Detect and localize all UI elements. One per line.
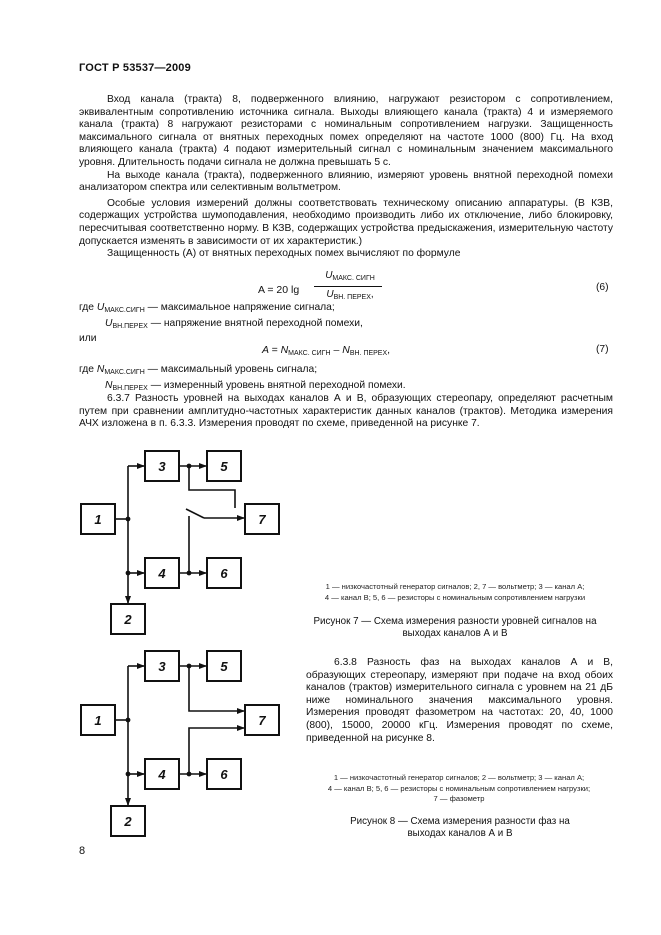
- equation-number-7: (7): [596, 344, 609, 355]
- paragraph: Защищенность (A) от внятных переходных помех вычисляют по формуле: [107, 248, 461, 260]
- block-generator: 1: [80, 503, 116, 535]
- paragraph: 6.3.7 Разность уровней на выходах каналов А и В, образующих стереопару, определяют расчетным путем при сравнении амплитудно-частотных характеристик данных каналов (трактов). Методика измерения АЧХ изложена в п. 6.3.3. Измерения проводят по схеме, приведенной на рисунке 7.: [79, 393, 613, 430]
- block-resistor-5: 5: [206, 650, 242, 682]
- block-resistor-5: 5: [206, 450, 242, 482]
- paragraph: Особые условия измерений должны соответствовать техническому описанию аппаратуры. (В КЗВ, содержащих устройства шумоподавления, необходимо производить либо их отключение, либо блокировку, пересчитывая соответственно норму. В КЗВ, содержащих устройства предыскажения, измерительную частоту допускается изменять в зависимости от их характеристик.): [79, 197, 613, 247]
- definition-line: где $N_{МАКС.СИГН}$ — максимальный уровень сигнала;: [79, 364, 318, 376]
- definition-line: $U_{ВН.ПЕРЕХ}$ — напряжение внятной переходной помехи,: [105, 317, 363, 330]
- block-voltmeter-7: 7: [244, 503, 280, 535]
- figure-8-legend: 1 — низкочастотный генератор сигналов; 2 — вольтметр; 3 — канал А; 4 — канал В; 5, 6 — резисторы с номинальным сопротивлением нагрузки; 7 — фазометр: [327, 773, 591, 803]
- formula-6-lhs: A = 20 lg: [258, 284, 300, 296]
- block-voltmeter: 2: [110, 805, 146, 837]
- block-channel-a: 3: [144, 650, 180, 682]
- definition-line: $N_{ВН.ПЕРЕХ}$ — измеренный уровень внятной переходной помехи.: [105, 379, 406, 392]
- paragraph: На выходе канала (тракта), подверженного влиянию, измеряют уровень внятной переходной помехи анализатором спектра или селективным вольтметром.: [79, 169, 613, 194]
- block-channel-b: 4: [144, 758, 180, 790]
- figure-8-caption: Рисунок 8 — Схема измерения разности фаз на выходах каналов А и В: [350, 816, 570, 839]
- conjunction-or: или: [79, 333, 97, 345]
- document-header: ГОСТ Р 53537—2009: [79, 62, 191, 74]
- paragraph: Вход канала (тракта) 8, подверженного влиянию, нагружают резистором с сопротивлением, эквивалентным сопротивлению источника сигнала. Выходы влияющего канала (тракта) 4 и измеряемого канала (тракта) 8 нагружают резисторами с номинальным сопротивлением нагрузки. Защищенность максимального сигнала от внятных переходных помех определяют на частоте 1000 (800) Гц. На вход влияющего канала (тракта) 4 подают измерительный сигнал с номинальным значением максимального уровня. Длительность подачи сигнала не должна превышать 5 с.: [79, 94, 613, 168]
- paragraph: 6.3.8 Разность фаз на выходах каналов А и В, образующих стереопару, измеряют при подаче на вход обоих каналов (трактов) измерительного сигнала с уровнем на 21 дБ ниже номинального значения максимального уровня. Измерения проводят фазометром на частотах: 20, 40, 1000 (800), 15000, 20000 кГц. Измерения проводят по схеме, приведенной на рисунке 8.: [306, 657, 613, 744]
- block-resistor-6: 6: [206, 557, 242, 589]
- block-channel-a: 3: [144, 450, 180, 482]
- block-channel-b: 4: [144, 557, 180, 589]
- page-number: 8: [79, 845, 86, 857]
- block-phasemeter: 7: [244, 704, 280, 736]
- block-generator: 1: [80, 704, 116, 736]
- figure-7-legend: 1 — низкочастотный генератор сигналов; 2, 7 — вольтметр; 3 — канал А; 4 — канал В; 5, 6 — резисторы с номинальным сопротивлением нагрузки: [324, 582, 586, 602]
- formula-7: $A = N_{МАКС. СИГН} - N_{ВН. ПЕРЕХ}$,: [262, 344, 391, 357]
- equation-number-6: (6): [596, 282, 609, 293]
- block-voltmeter: 2: [110, 603, 146, 635]
- formula-6-numerator: $U_{МАКС. СИГН}$: [325, 270, 375, 282]
- section-6-3-8: [306, 657, 613, 745]
- formula-6-denominator: $U_{ВН. ПЕРЕХ}$,: [326, 289, 374, 301]
- figure-7-caption: Рисунок 7 — Схема измерения разности уровней сигналов на выходах каналов А и В: [313, 616, 597, 639]
- definition-line: где $U_{МАКС.СИГН}$ — максимальное напряжение сигнала;: [79, 302, 335, 314]
- block-resistor-6: 6: [206, 758, 242, 790]
